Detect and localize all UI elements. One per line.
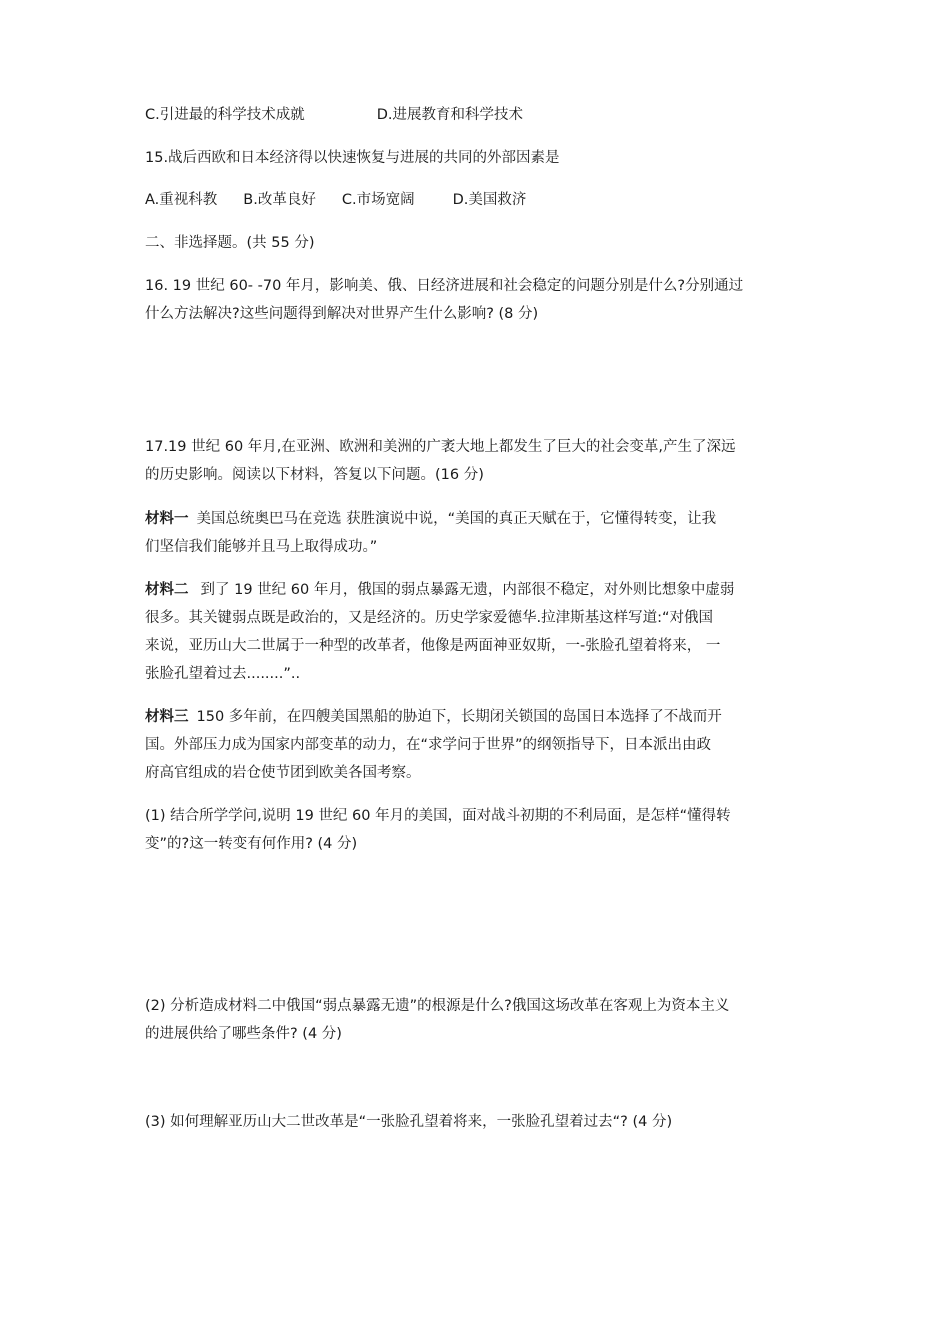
sub-question-2-line-2: 的进展供给了哪些条件? (4 分): [145, 1026, 342, 1042]
material-2-line-1: [145, 580, 734, 600]
material-3-line-2: 国。外部压力成为国家内部变革的动力，在“求学问于世界”的纲领指导下，日本派出由政: [145, 737, 712, 753]
q14-options-row: [145, 105, 523, 125]
q16-line-2: 什么方法解决?这些问题得到解决对世界产生什么影响? (8 分): [145, 306, 539, 322]
q15-option-a: A.重视科教: [145, 192, 218, 208]
material-3-label: 材料三: [145, 709, 189, 725]
sub-question-1-line-1: (1) 结合所学学问,说明 19 世纪 60 年月的美国，面对战斗初期的不利局面，是怎样“懂得转: [145, 808, 731, 824]
material-3-text: 150 多年前，在四艘美国黑船的胁迫下，长期闭关锁国的岛国日本选择了不战而开: [196, 709, 722, 725]
material-2-line-2: 很多。其关键弱点既是政治的，又是经济的。历史学家爱德华.拉津斯基这样写道:“对俄国: [145, 610, 714, 626]
q15-options-row: [145, 190, 526, 210]
material-3-line-1: [145, 707, 722, 727]
material-1-line-1: [145, 509, 716, 529]
material-2-line-3: 来说，亚历山大二世属于一种型的改革者，他像是两面神亚奴斯，一-张脸孔望着将来， 一: [145, 638, 721, 654]
sub-question-3-line-1: (3) 如何理解亚历山大二世改革是“一张脸孔望着将来，一张脸孔望着过去“? (4 分): [145, 1114, 673, 1130]
material-2-line-4: 张脸孔望着过去........”..: [145, 666, 301, 682]
material-1-line-2: 们坚信我们能够并且马上取得成功。”: [145, 539, 378, 555]
q17-line-1: 17.19 世纪 60 年月,在亚洲、欧洲和美洲的广袤大地上都发生了巨大的社会变革,产生了深远: [145, 439, 736, 455]
q15-option-b: B.改革良好: [243, 192, 316, 208]
q15-stem: 15.战后西欧和日本经济得以快速恢复与进展的共同的外部因素是: [145, 150, 560, 166]
q16-line-1: 16. 19 世纪 60- -70 年月，影响美、俄、日经济进展和社会稳定的问题分别是什么?分别通过: [145, 278, 744, 294]
q14-option-d: D.进展教育和科学技术: [376, 107, 524, 123]
material-1-text: 美国总统奥巴马在竞选 获胜演说中说，“美国的真正天赋在于，它懂得转变，让我: [196, 511, 717, 527]
sub-question-2-line-1: (2) 分析造成材料二中俄国“弱点暴露无遗”的根源是什么?俄国这场改革在客观上为资本主义: [145, 998, 730, 1014]
q15-option-d: D.美国救济: [452, 192, 527, 208]
material-1-label: 材料一: [145, 511, 189, 527]
q17-line-2: 的历史影响。阅读以下材料，答复以下问题。(16 分): [145, 467, 484, 483]
q14-option-c: C.引进最的科学技术成就: [145, 107, 305, 123]
material-3-line-3: 府高官组成的岩仓使节团到欧美各国考察。: [145, 765, 421, 781]
q15-option-c: C.市场宽阔: [341, 192, 415, 208]
sub-question-1-line-2: 变”的?这一转变有何作用? (4 分): [145, 836, 358, 852]
material-2-text: 到了 19 世纪 60 年月，俄国的弱点暴露无遗，内部很不稳定，对外则比想象中虚弱: [200, 582, 735, 598]
material-2-label: 材料二: [145, 582, 189, 598]
section-2-heading: 二、非选择题。(共 55 分): [145, 235, 315, 251]
